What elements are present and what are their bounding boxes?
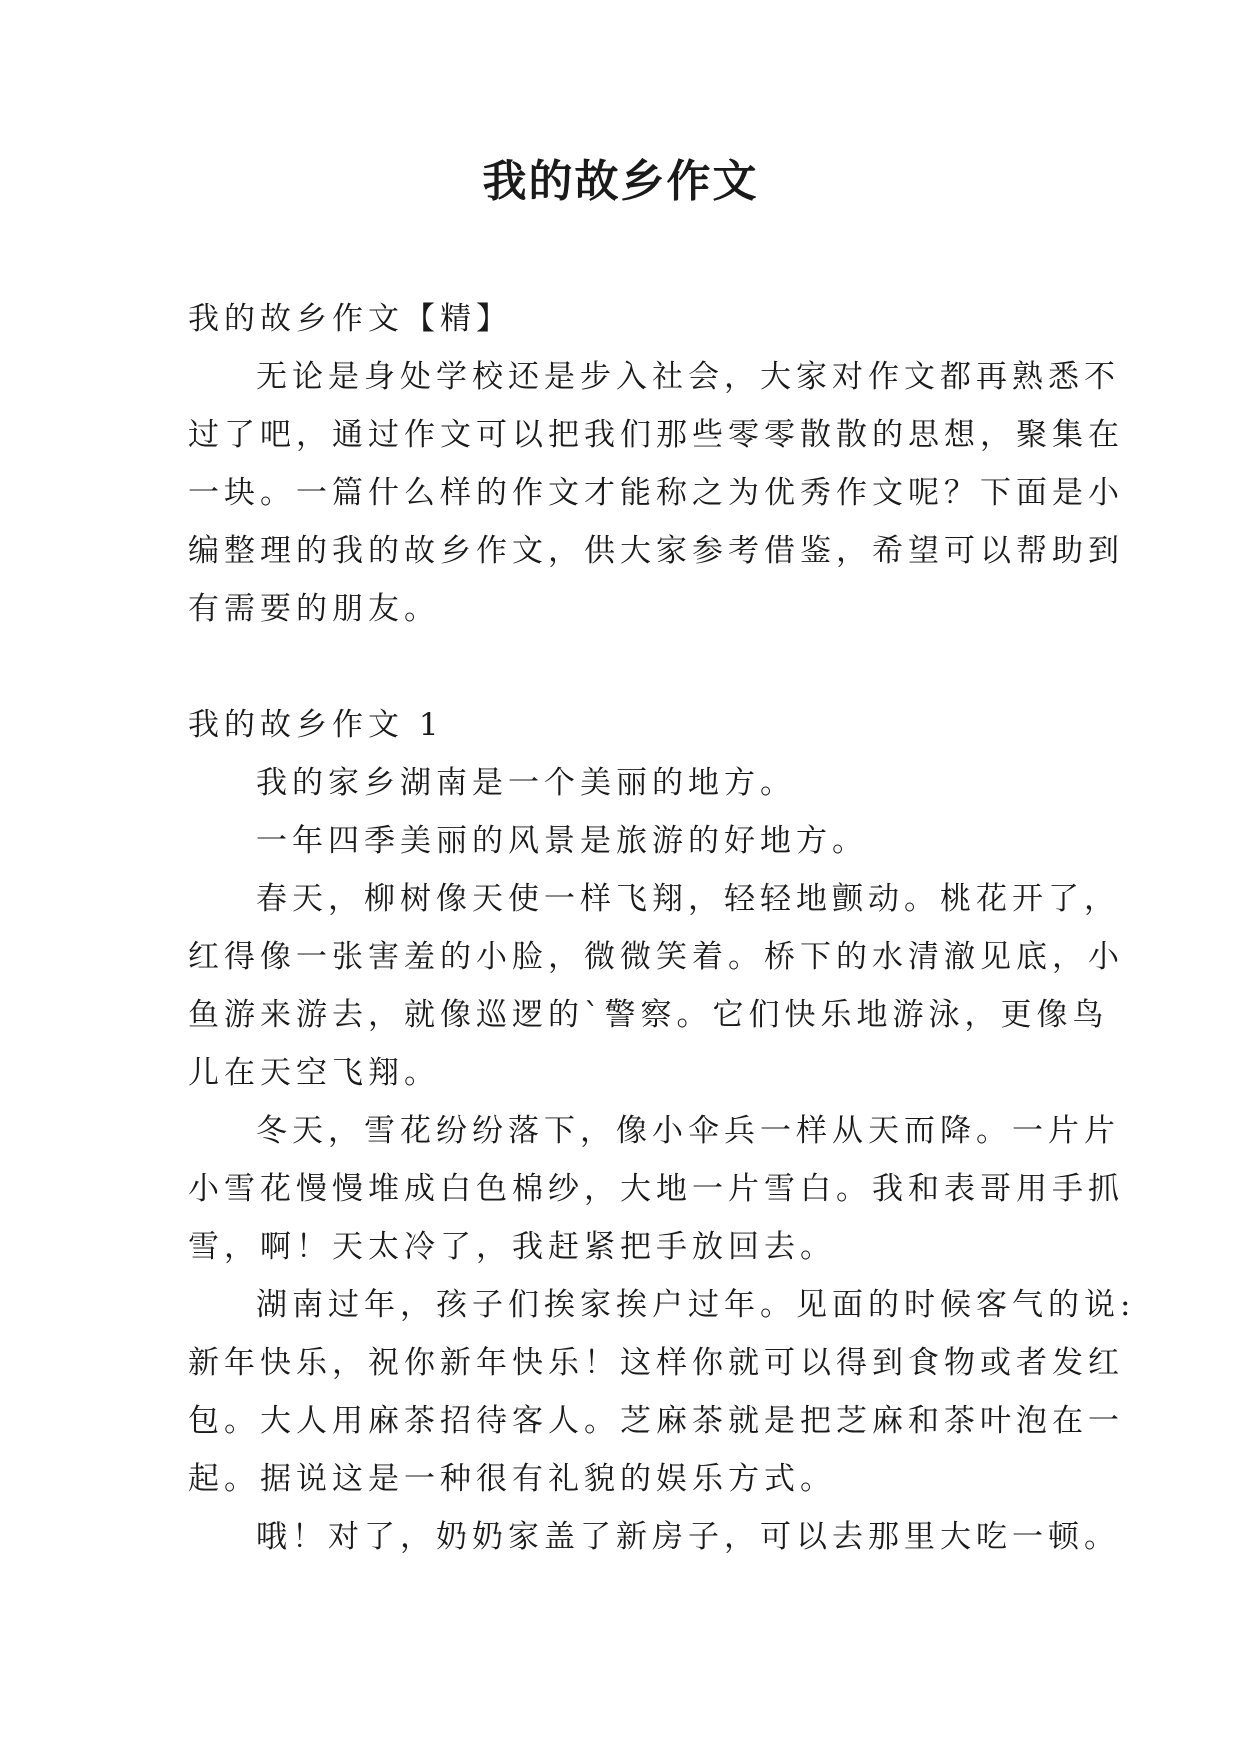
intro-line: 有需要的朋友。 (188, 591, 440, 627)
essay-line: 我的家乡湖南是一个美丽的地方。 (256, 765, 796, 801)
intro-line: 过了吧，通过作文可以把我们那些零零散散的思想，聚集在 (188, 417, 1124, 453)
essay-line: 雪，啊！天太冷了，我赶紧把手放回去。 (188, 1229, 836, 1265)
intro-line: 编整理的我的故乡作文，供大家参考借鉴，希望可以帮助到 (188, 533, 1124, 569)
essay-line: 小雪花慢慢堆成白色棉纱，大地一片雪白。我和表哥用手抓 (188, 1171, 1124, 1207)
essay-line: 鱼游来游去，就像巡逻的`警察。它们快乐地游泳，更像鸟 (188, 997, 1109, 1033)
intro-line: 无论是身处学校还是步入社会，大家对作文都再熟悉不 (256, 359, 1120, 395)
essay-line: 起。据说这是一种很有礼貌的娱乐方式。 (188, 1461, 836, 1497)
essay-line: 春天，柳树像天使一样飞翔，轻轻地颤动。桃花开了， (256, 881, 1120, 917)
subheading: 我的故乡作文【精】 (188, 301, 512, 337)
essay-line: 湖南过年，孩子们挨家挨户过年。见面的时候客气的说: (256, 1287, 1136, 1323)
section-spacer (188, 638, 1058, 696)
essay-heading: 我的故乡作文 1 (188, 707, 444, 743)
essay-line: 一年四季美丽的风景是旅游的好地方。 (256, 823, 868, 859)
essay-line: 冬天，雪花纷纷落下，像小伞兵一样从天而降。一片片 (256, 1113, 1120, 1149)
intro-line: 一块。一篇什么样的作文才能称之为优秀作文呢？下面是小 (188, 475, 1124, 511)
page-title: 我的故乡作文 (482, 156, 759, 207)
essay-line: 新年快乐，祝你新年快乐！这样你就可以得到食物或者发红 (188, 1345, 1124, 1381)
document-body (188, 290, 1136, 1566)
essay-line: 哦！对了，奶奶家盖了新房子，可以去那里大吃一顿。 (256, 1519, 1120, 1555)
essay-line: 红得像一张害羞的小脸，微微笑着。桥下的水清澈见底，小 (188, 939, 1124, 975)
essay-line: 包。大人用麻茶招待客人。芝麻茶就是把芝麻和茶叶泡在一 (188, 1403, 1124, 1439)
essay-line: 儿在天空飞翔。 (188, 1055, 440, 1091)
